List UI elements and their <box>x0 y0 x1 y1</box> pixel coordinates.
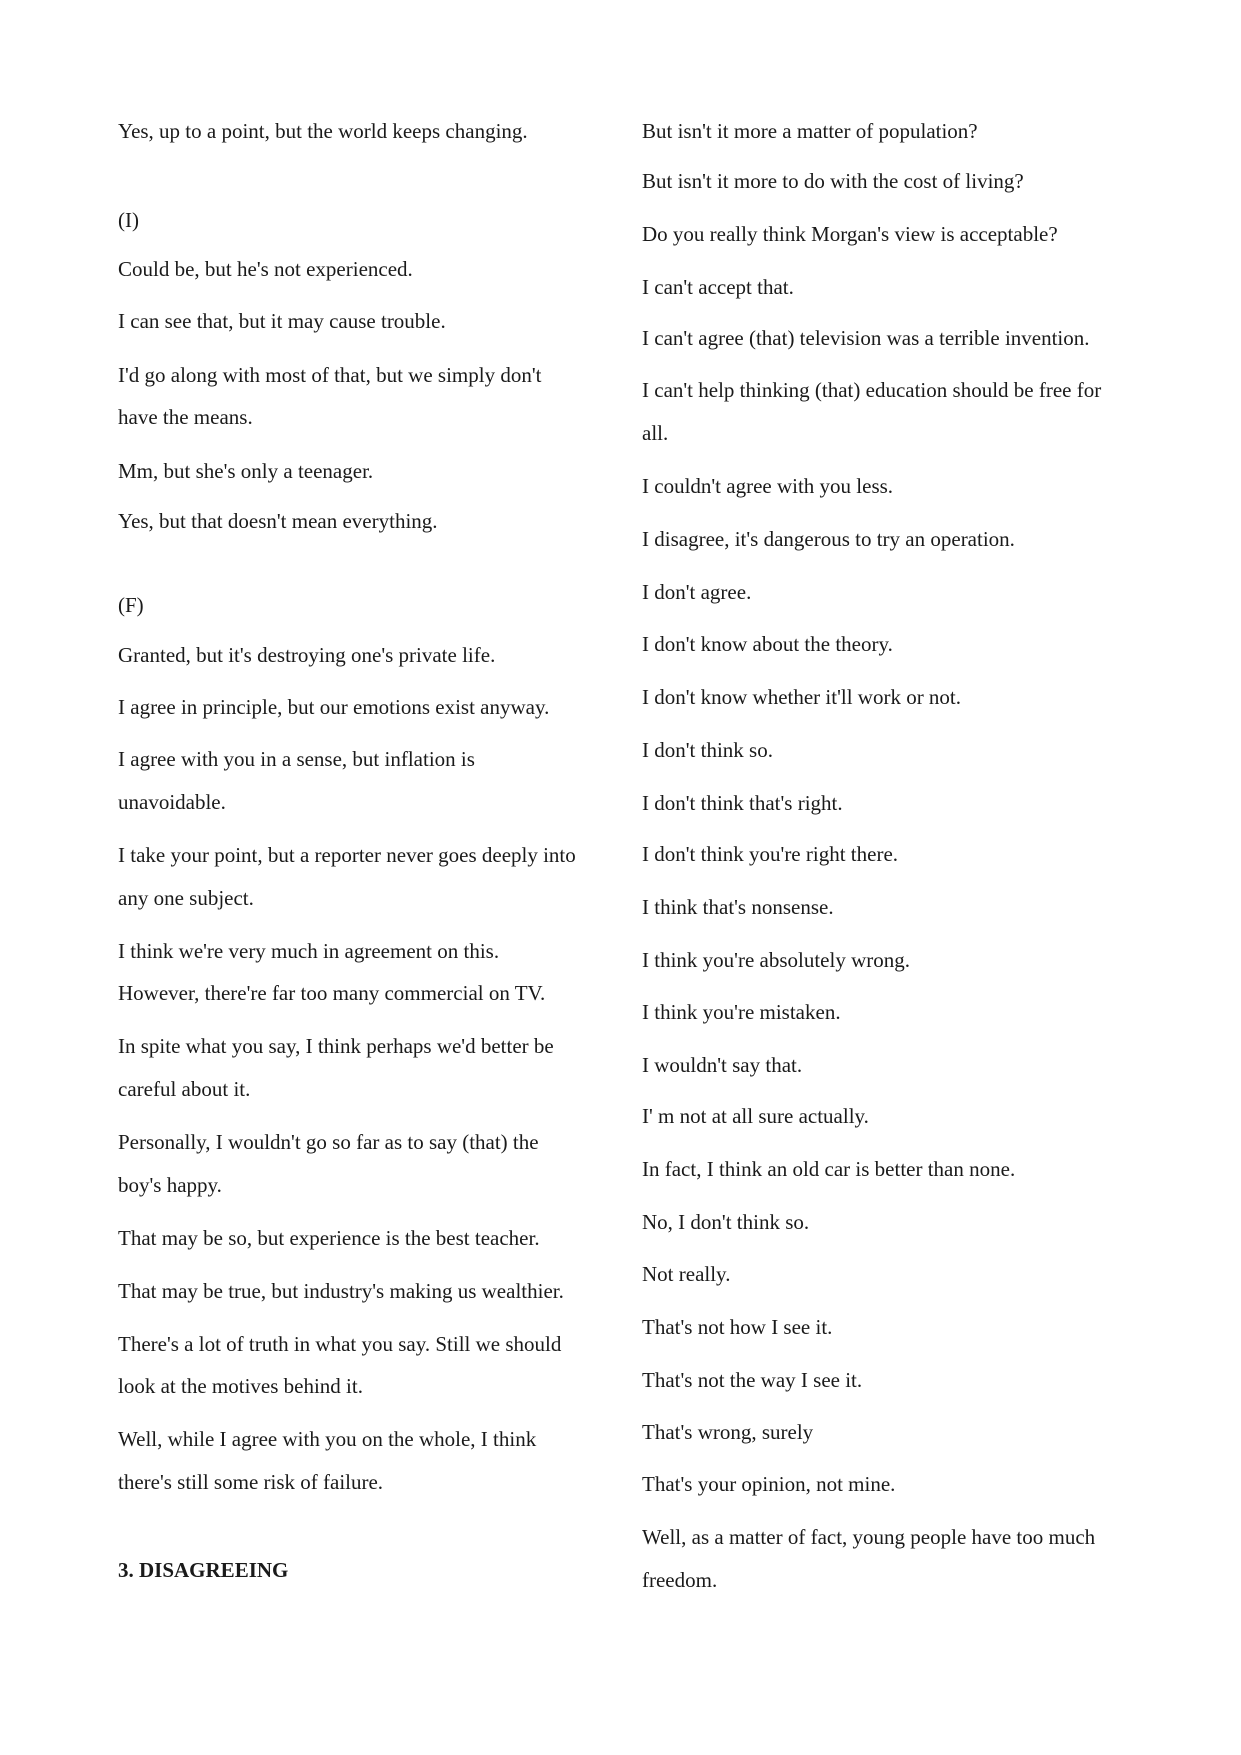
text-line: I wouldn't say that. <box>642 1053 803 1077</box>
text-line: Personally, I wouldn't go so far as to say (that) the <box>118 1130 539 1154</box>
text-line: I think we're very much in agreement on this. <box>118 939 500 963</box>
text-line: I can't help thinking (that) education should be free for <box>642 378 1102 402</box>
text-line: That may be so, but experience is the best teacher. <box>118 1226 540 1250</box>
text-line: I can't accept that. <box>642 275 794 299</box>
text-line: careful about it. <box>118 1077 251 1101</box>
text-line: I don't agree. <box>642 580 752 604</box>
text-line: I think you're mistaken. <box>642 1000 841 1024</box>
text-line: That's not how I see it. <box>642 1315 833 1339</box>
text-line: Well, as a matter of fact, young people have too much <box>642 1525 1096 1549</box>
text-line: There's a lot of truth in what you say. Still we should <box>118 1332 562 1356</box>
text-line: Do you really think Morgan's view is acceptable? <box>642 222 1058 246</box>
text-line: Granted, but it's destroying one's private life. <box>118 643 496 667</box>
text-line: I agree in principle, but our emotions exist anyway. <box>118 695 550 719</box>
text-line: I' m not at all sure actually. <box>642 1104 869 1128</box>
text-line: However, there're far too many commercial on TV. <box>118 981 546 1005</box>
text-line: I think you're absolutely wrong. <box>642 948 910 972</box>
text-line: I can't agree (that) television was a terrible invention. <box>642 326 1090 350</box>
text-line: In fact, I think an old car is better than none. <box>642 1157 1016 1181</box>
text-line: unavoidable. <box>118 790 226 814</box>
text-line: boy's happy. <box>118 1173 222 1197</box>
text-line: I agree with you in a sense, but inflation is <box>118 747 475 771</box>
text-line: there's still some risk of failure. <box>118 1470 384 1494</box>
text-line: That's your opinion, not mine. <box>642 1472 896 1496</box>
text-line: I don't think so. <box>642 738 773 762</box>
text-line: I don't know whether it'll work or not. <box>642 685 962 709</box>
text-line: all. <box>642 421 669 445</box>
text-line: But isn't it more to do with the cost of living? <box>642 169 1024 193</box>
text-line: I disagree, it's dangerous to try an operation. <box>642 527 1015 551</box>
section-marker-f: (F) <box>118 593 144 617</box>
text-line: I don't know about the theory. <box>642 632 893 656</box>
text-line: I think that's nonsense. <box>642 895 834 919</box>
text-line: That's wrong, surely <box>642 1420 814 1444</box>
text-line: I can see that, but it may cause trouble. <box>118 309 446 333</box>
text-line: any one subject. <box>118 886 254 910</box>
text-line: That's not the way I see it. <box>642 1368 863 1392</box>
text-line: In spite what you say, I think perhaps we'd better be <box>118 1034 554 1058</box>
section-marker-i: (I) <box>118 208 139 232</box>
text-line: I don't think that's right. <box>642 791 843 815</box>
text-line: Not really. <box>642 1262 731 1286</box>
text-line: That may be true, but industry's making us wealthier. <box>118 1279 564 1303</box>
text-line: No, I don't think so. <box>642 1210 810 1234</box>
text-line: Yes, but that doesn't mean everything. <box>118 509 438 533</box>
text-line: freedom. <box>642 1568 718 1592</box>
text-line: Could be, but he's not experienced. <box>118 257 413 281</box>
text-line: But isn't it more a matter of population? <box>642 119 978 143</box>
text-line: Well, while I agree with you on the whole, I think <box>118 1427 537 1451</box>
text-line: I take your point, but a reporter never goes deeply into <box>118 843 576 867</box>
text-line: Yes, up to a point, but the world keeps changing. <box>118 119 528 143</box>
text-line: I couldn't agree with you less. <box>642 474 894 498</box>
text-line: look at the motives behind it. <box>118 1374 363 1398</box>
text-line: Mm, but she's only a teenager. <box>118 459 374 483</box>
section-heading: 3. DISAGREEING <box>118 1558 289 1582</box>
text-line: I'd go along with most of that, but we simply don't <box>118 363 542 387</box>
text-line: have the means. <box>118 405 253 429</box>
text-line: I don't think you're right there. <box>642 842 899 866</box>
